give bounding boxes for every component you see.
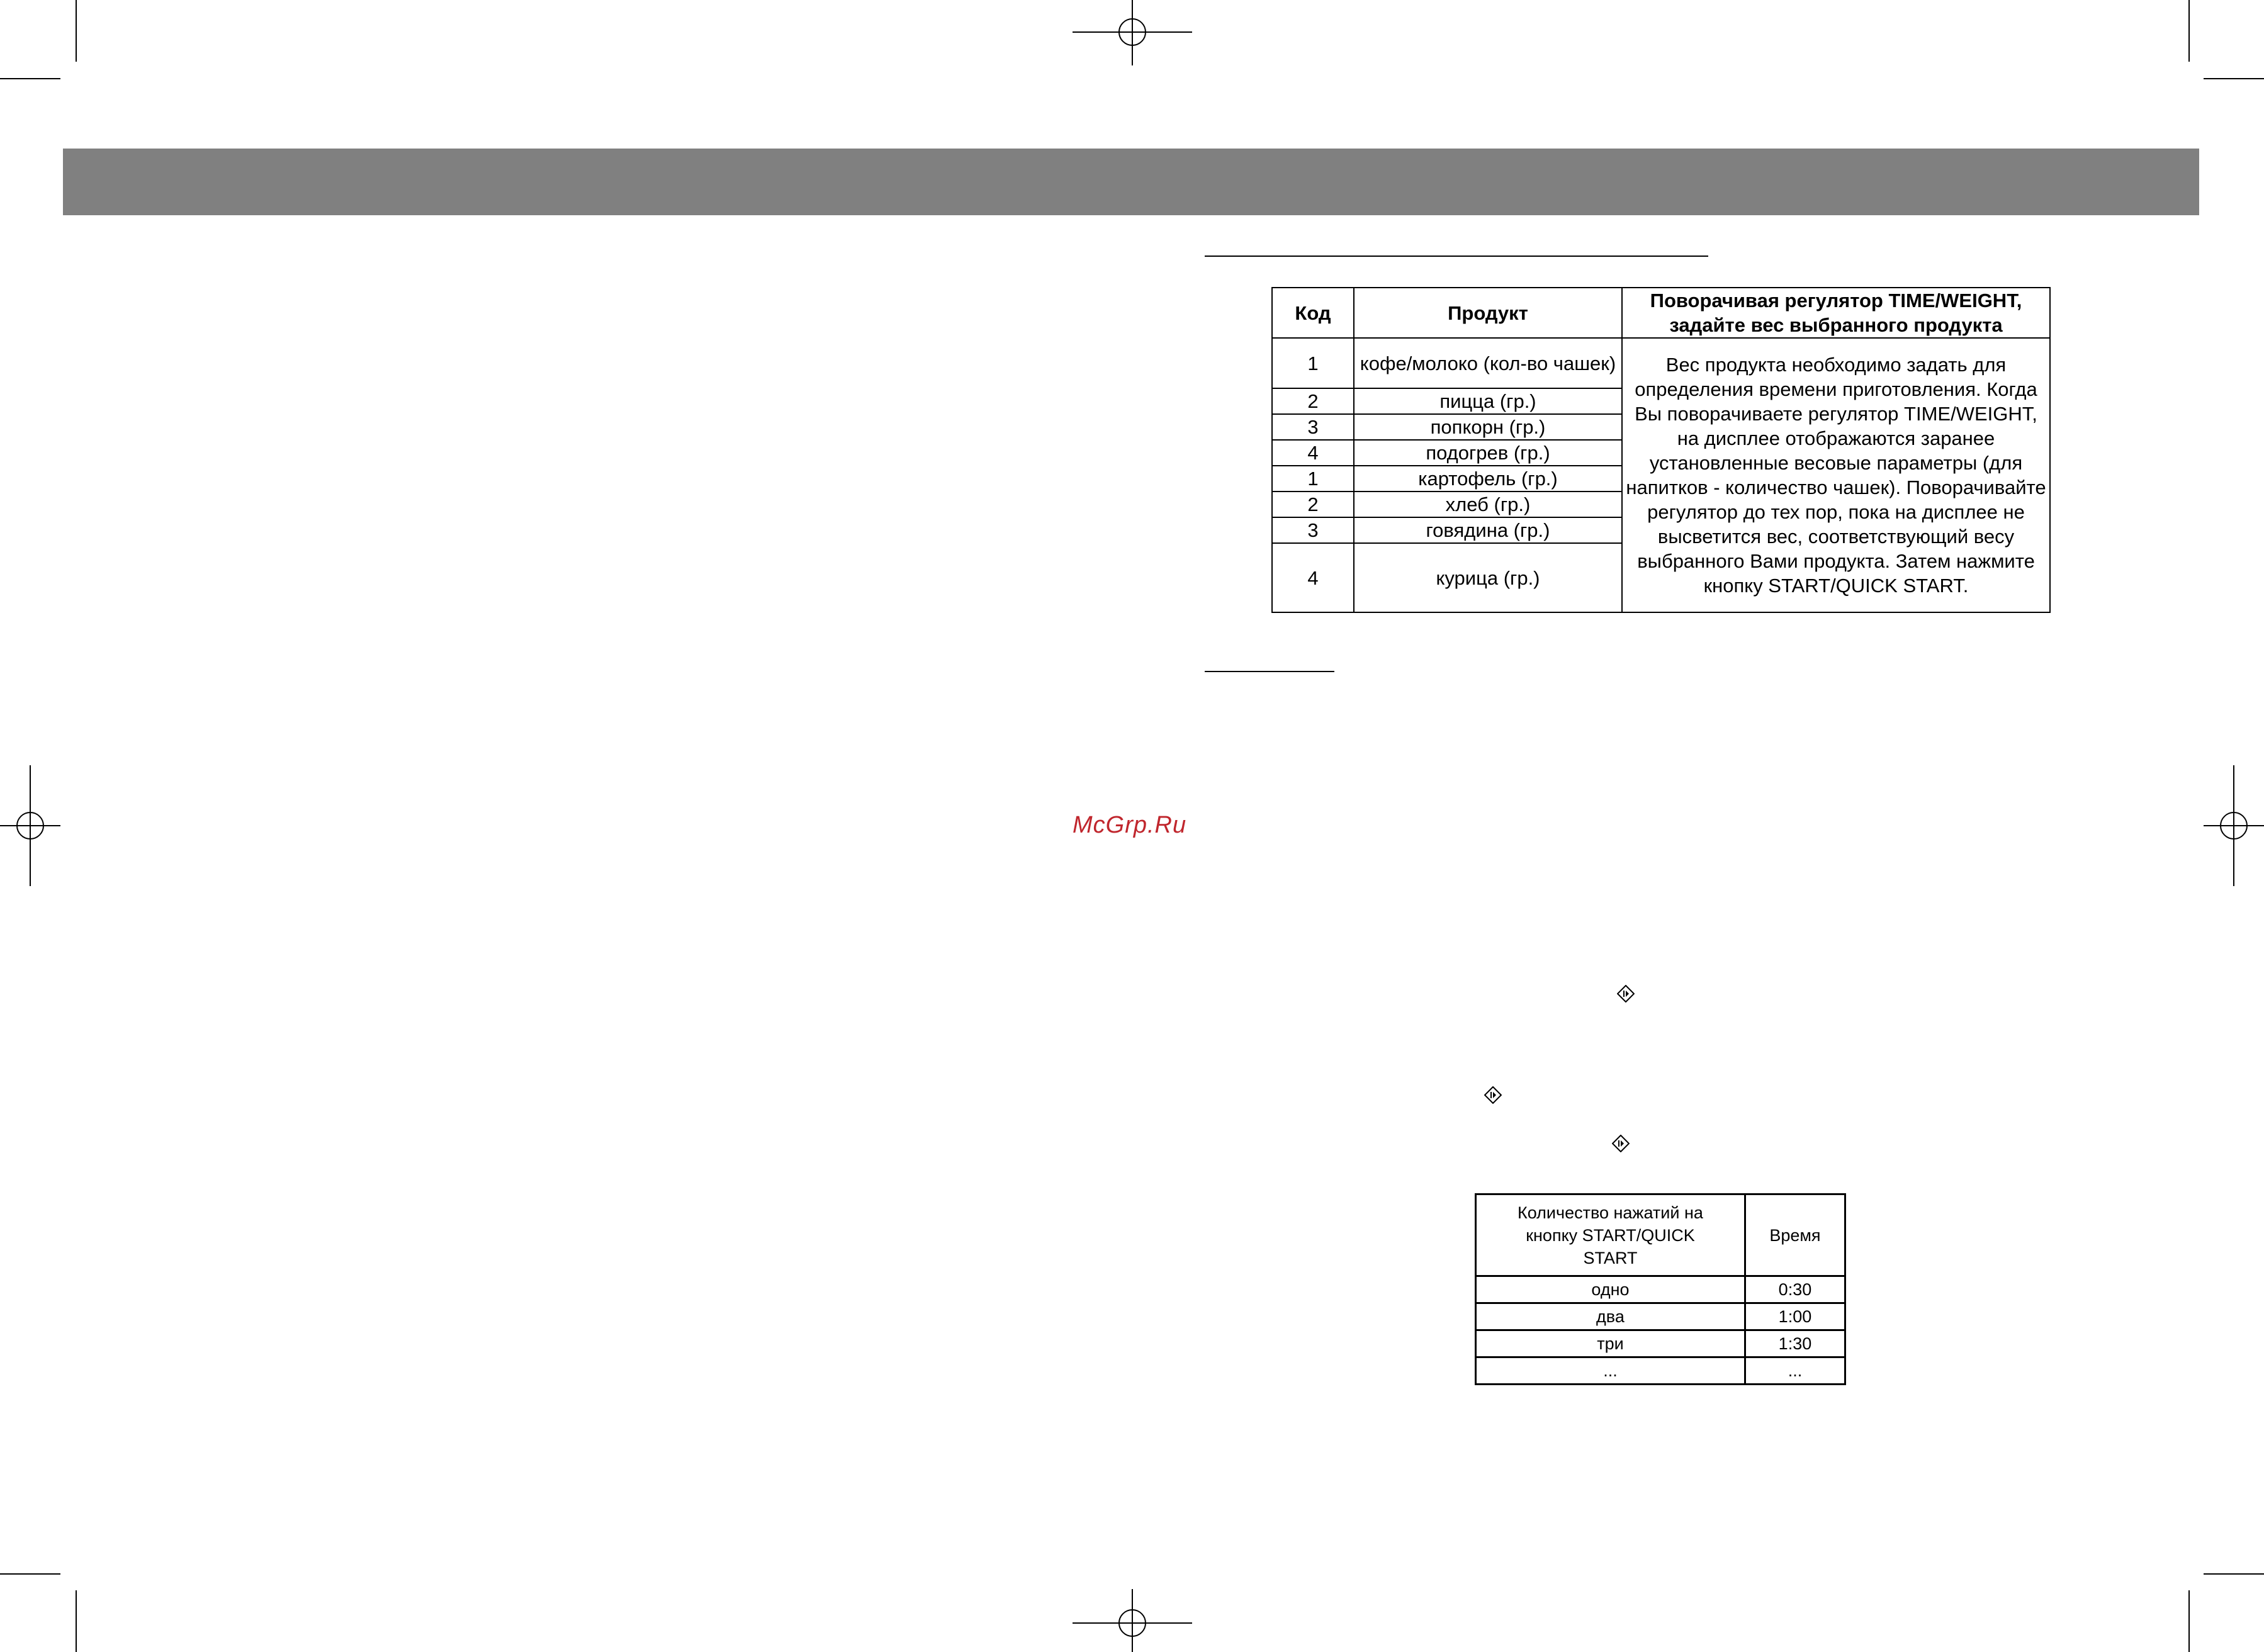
header-presses: Количество нажатий на кнопку START/QUICK START — [1476, 1194, 1745, 1276]
section-divider — [1205, 256, 1708, 257]
table-header-row — [1476, 1194, 1845, 1276]
row-code: 4 — [1272, 440, 1354, 466]
header-instruction-line1: Поворачивая регулятор TIME/WEIGHT, — [1650, 289, 2022, 312]
row-code: 1 — [1272, 466, 1354, 492]
table-header-row — [1272, 288, 2050, 338]
row-code: 2 — [1272, 388, 1354, 414]
time-cell: 1:30 — [1745, 1330, 1845, 1357]
row-product: говядина (гр.) — [1354, 517, 1622, 543]
header-time: Время — [1745, 1194, 1845, 1276]
table-row — [1476, 1330, 1845, 1357]
header-instruction-line2: задайте вес выбранного продукта — [1669, 314, 2003, 336]
weight-description: Вес продукта необходимо задать для определения времени приготовления. Когда Вы поворачиваете регулятор TIME/WEIGHT, на дисплее отображаются заранее установленные весовые параметры (для напитков - количество чашек). Поворачивайте регулятор до тех пор, пока на дисплее не высветится вес, соответствующий весу выбранного Вами продукта. Затем нажмите кнопку START/QUICK START. — [1622, 338, 2050, 612]
header-instruction — [1622, 288, 2050, 338]
header-product: Продукт — [1354, 288, 1622, 338]
row-code: 3 — [1272, 517, 1354, 543]
quick-start-table — [1475, 1193, 1846, 1385]
presses-cell: три — [1476, 1330, 1745, 1357]
start-button-icon — [1484, 1086, 1502, 1104]
presses-cell: ... — [1476, 1357, 1745, 1385]
short-divider — [1205, 671, 1334, 672]
product-weight-table — [1271, 287, 2051, 613]
header-band — [63, 149, 2199, 215]
header-code: Код — [1272, 288, 1354, 338]
row-product: подогрев (гр.) — [1354, 440, 1622, 466]
row-code: 2 — [1272, 492, 1354, 517]
table-row — [1476, 1357, 1845, 1385]
start-button-icon — [1617, 985, 1635, 1003]
row-product: кофе/молоко (кол-во чашек) — [1354, 338, 1622, 388]
time-cell: 1:00 — [1745, 1303, 1845, 1330]
presses-cell: два — [1476, 1303, 1745, 1330]
table-row — [1476, 1303, 1845, 1330]
table-row — [1272, 338, 2050, 388]
table-row — [1476, 1276, 1845, 1303]
presses-cell: одно — [1476, 1276, 1745, 1303]
row-code: 4 — [1272, 543, 1354, 612]
row-product: картофель (гр.) — [1354, 466, 1622, 492]
start-button-icon — [1612, 1135, 1630, 1152]
time-cell: ... — [1745, 1357, 1845, 1385]
time-cell: 0:30 — [1745, 1276, 1845, 1303]
row-code: 3 — [1272, 414, 1354, 440]
row-product: пицца (гр.) — [1354, 388, 1622, 414]
row-code: 1 — [1272, 338, 1354, 388]
row-product: попкорн (гр.) — [1354, 414, 1622, 440]
watermark: McGrp.Ru — [1073, 812, 1187, 838]
row-product: курица (гр.) — [1354, 543, 1622, 612]
row-product: хлеб (гр.) — [1354, 492, 1622, 517]
